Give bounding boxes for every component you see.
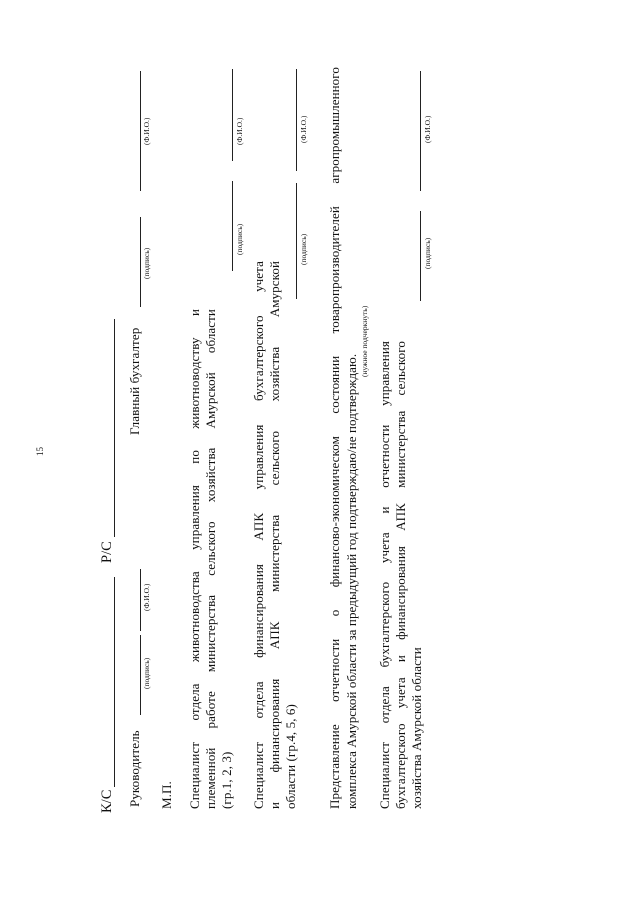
- page-number: 15: [35, 447, 45, 456]
- finance-sign-line: [296, 183, 297, 299]
- livestock-sign-caption: (подпись): [235, 223, 244, 255]
- reporting-line-3: хозяйства Амурской области: [409, 647, 424, 809]
- rs-line: [114, 319, 115, 537]
- ks-line: [114, 577, 115, 787]
- livestock-line-2: племенной работе министерства сельского хозяйства Амурской области: [203, 309, 218, 809]
- chief-accountant-label: Главный бухгалтер: [127, 327, 142, 435]
- chief-name-line: [140, 71, 141, 191]
- director-name-line: [140, 569, 141, 631]
- finance-line-3: области (гр.4, 5, 6): [283, 704, 298, 809]
- report-line-2: комплекса Амурской области за предыдущий год подтверждаю/не подтверждаю.: [344, 353, 359, 809]
- report-line-1: Представление отчетности о финансово-экономическом состоянии товаропроизводителей агропромышленного: [327, 67, 342, 809]
- chief-name-caption: (Ф.И.О.): [142, 117, 151, 145]
- reporting-line-2: бухгалтерского учета и финансирования АПК министерства сельского: [393, 341, 408, 809]
- finance-sign-caption: (подпись): [299, 233, 308, 265]
- director-label: Руководитель: [127, 730, 142, 807]
- livestock-sign-line: [232, 181, 233, 271]
- finance-line-1: Специалист отдела финансирования АПК управления бухгалтерского учета: [251, 261, 266, 809]
- reporting-name-caption: (Ф.И.О.): [423, 115, 432, 143]
- ks-label: К/С: [99, 789, 115, 813]
- livestock-name-caption: (Ф.И.О.): [235, 117, 244, 145]
- livestock-name-line: [232, 69, 233, 161]
- rs-label: Р/С: [99, 541, 115, 563]
- director-sign-line: [140, 635, 141, 715]
- reporting-line-1: Специалист отдела бухгалтерского учета и отчетности управления: [377, 341, 392, 809]
- reporting-sign-line: [420, 211, 421, 301]
- report-caption: (нужное подчеркнуть): [360, 305, 369, 377]
- livestock-specialist-block: [188, 309, 233, 809]
- director-sign-caption: (подпись): [142, 657, 151, 689]
- reporting-sign-caption: (подпись): [423, 237, 432, 269]
- chief-sign-line: [140, 217, 141, 307]
- finance-line-2: и финансирования АПК министерства сельского хозяйства Амурской: [267, 261, 282, 809]
- director-name-caption: (Ф.И.О.): [142, 583, 151, 611]
- reporting-name-line: [420, 71, 421, 191]
- livestock-line-3: (гр.1, 2, 3): [219, 751, 234, 809]
- chief-sign-caption: (подпись): [142, 247, 151, 279]
- livestock-line-1: Специалист отдела животноводства управления по животноводству и: [187, 309, 202, 809]
- reporting-specialist-block: [378, 341, 423, 809]
- finance-specialist-block: [252, 261, 297, 809]
- finance-name-caption: (Ф.И.О.): [299, 115, 308, 143]
- finance-name-line: [296, 69, 297, 171]
- stamp-label: М.П.: [159, 781, 174, 809]
